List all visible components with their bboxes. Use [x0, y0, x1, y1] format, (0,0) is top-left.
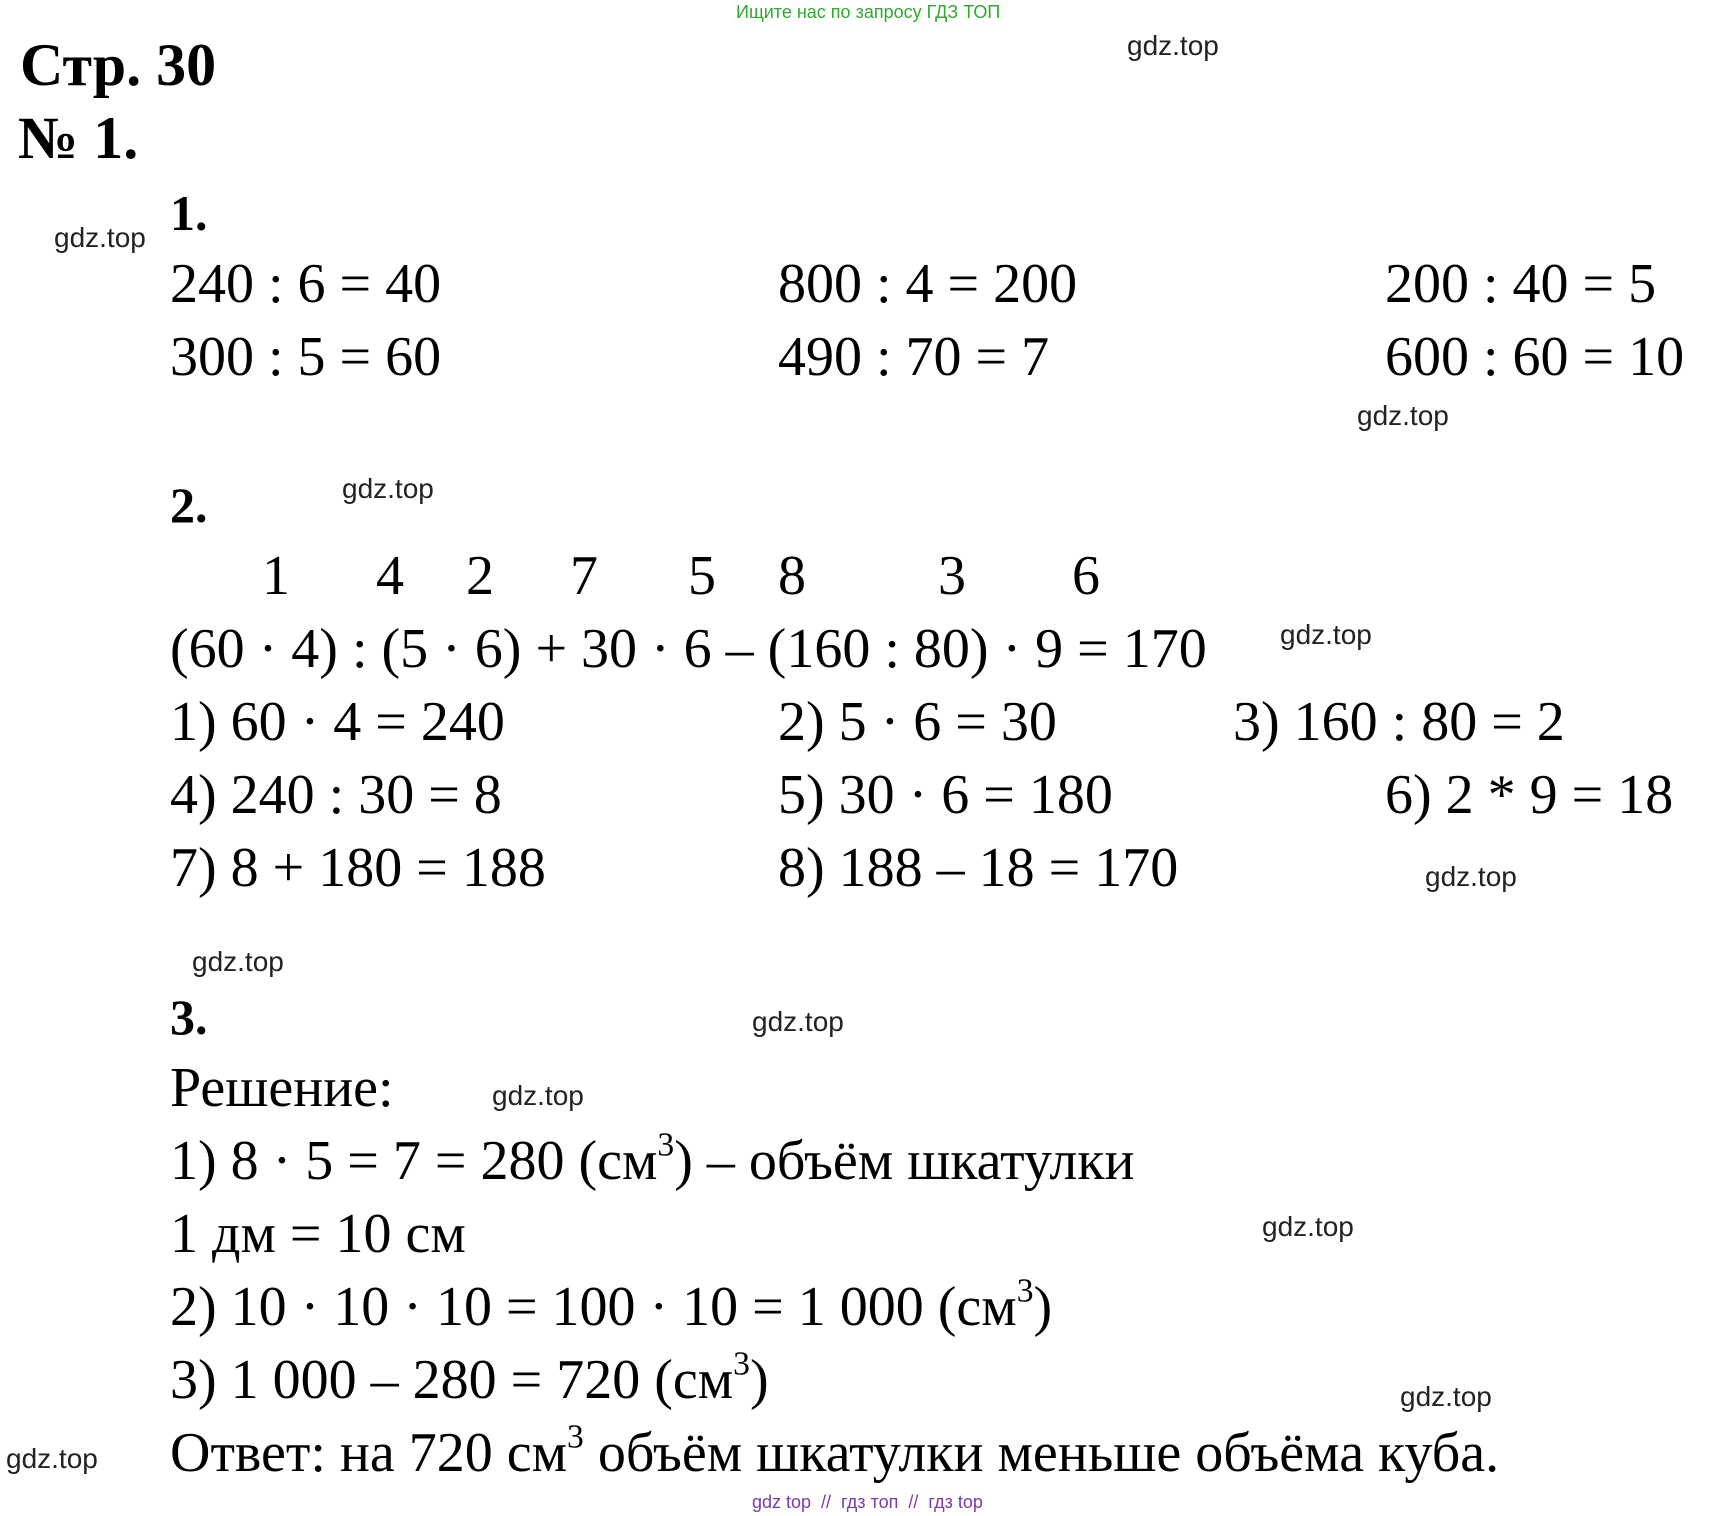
watermark: gdz.top	[1357, 400, 1449, 431]
order-mark: 8	[778, 545, 806, 607]
watermark: gdz.top	[752, 1006, 844, 1037]
order-mark: 5	[688, 545, 716, 607]
part2-step: 2) 5 · 6 = 30	[778, 691, 1057, 753]
top-banner: Ищите нас по запросу ГДЗ ТОП	[736, 2, 1001, 22]
part1-label: 1.	[170, 185, 208, 241]
page-title: Стр. 30	[20, 32, 217, 98]
watermark: gdz.top	[1262, 1211, 1354, 1242]
part2-step: 5) 30 · 6 = 180	[778, 764, 1113, 826]
watermark: gdz.top	[492, 1080, 584, 1111]
solution-line-1: 1) 8 · 5 = 7 = 280 $(см^3)$ – объём шкатулки	[170, 1126, 1135, 1192]
solution-label: Решение:	[170, 1057, 394, 1119]
part1-equation: 200 : 40 = 5	[1385, 253, 1657, 315]
part3-label: 3.	[170, 989, 208, 1045]
part2-step: 6) 2 * 9 = 18	[1385, 764, 1674, 826]
watermark: gdz.top	[1280, 619, 1372, 650]
watermark: gdz.top	[54, 222, 146, 253]
part2-label: 2.	[170, 477, 208, 533]
order-mark: 1	[262, 545, 290, 607]
part2-step: 1) 60 · 4 = 240	[170, 691, 505, 753]
order-mark: 2	[466, 545, 494, 607]
order-mark: 4	[376, 545, 404, 607]
order-mark: 6	[1072, 545, 1100, 607]
watermark: gdz.top	[1425, 861, 1517, 892]
part2-step: 7) 8 + 180 = 188	[170, 837, 546, 899]
answer-line: Ответ: на 720 $см^3$ объём шкатулки меньше объёма куба.	[170, 1418, 1500, 1484]
solution-line-2: 1 дм = 10 см	[170, 1203, 466, 1265]
part1-equation: 240 : 6 = 40	[170, 253, 442, 315]
watermark: gdz.top	[1127, 30, 1219, 61]
order-mark: 7	[570, 545, 598, 607]
part2-step: 4) 240 : 30 = 8	[170, 764, 502, 826]
order-mark: 3	[938, 545, 966, 607]
solution-line-4: 3) 1 000 – 280 = 720 $(см^3)$	[170, 1345, 769, 1411]
task-number: № 1.	[18, 105, 139, 171]
part1-equation: 600 : 60 = 10	[1385, 326, 1685, 388]
part2-step: 3) 160 : 80 = 2	[1233, 691, 1565, 753]
part2-expression: (60 · 4) : (5 · 6) + 30 · 6 – (160 : 80) · 9 = 170	[170, 618, 1207, 680]
part1-equation: 800 : 4 = 200	[778, 253, 1078, 315]
solution-line-3: 2) 10 · 10 · 10 = 100 · 10 = 1 000 $(см^3)$	[170, 1272, 1053, 1338]
part1-equation: 490 : 70 = 7	[778, 326, 1050, 388]
watermark: gdz.top	[192, 946, 284, 977]
watermark: gdz.top	[342, 473, 434, 504]
watermark: gdz.top	[1400, 1381, 1492, 1412]
footer-note: gdz top // гдз топ // гдз top	[752, 1492, 983, 1512]
part1-equation: 300 : 5 = 60	[170, 326, 442, 388]
watermark: gdz.top	[6, 1443, 98, 1474]
part2-step: 8) 188 – 18 = 170	[778, 837, 1179, 899]
